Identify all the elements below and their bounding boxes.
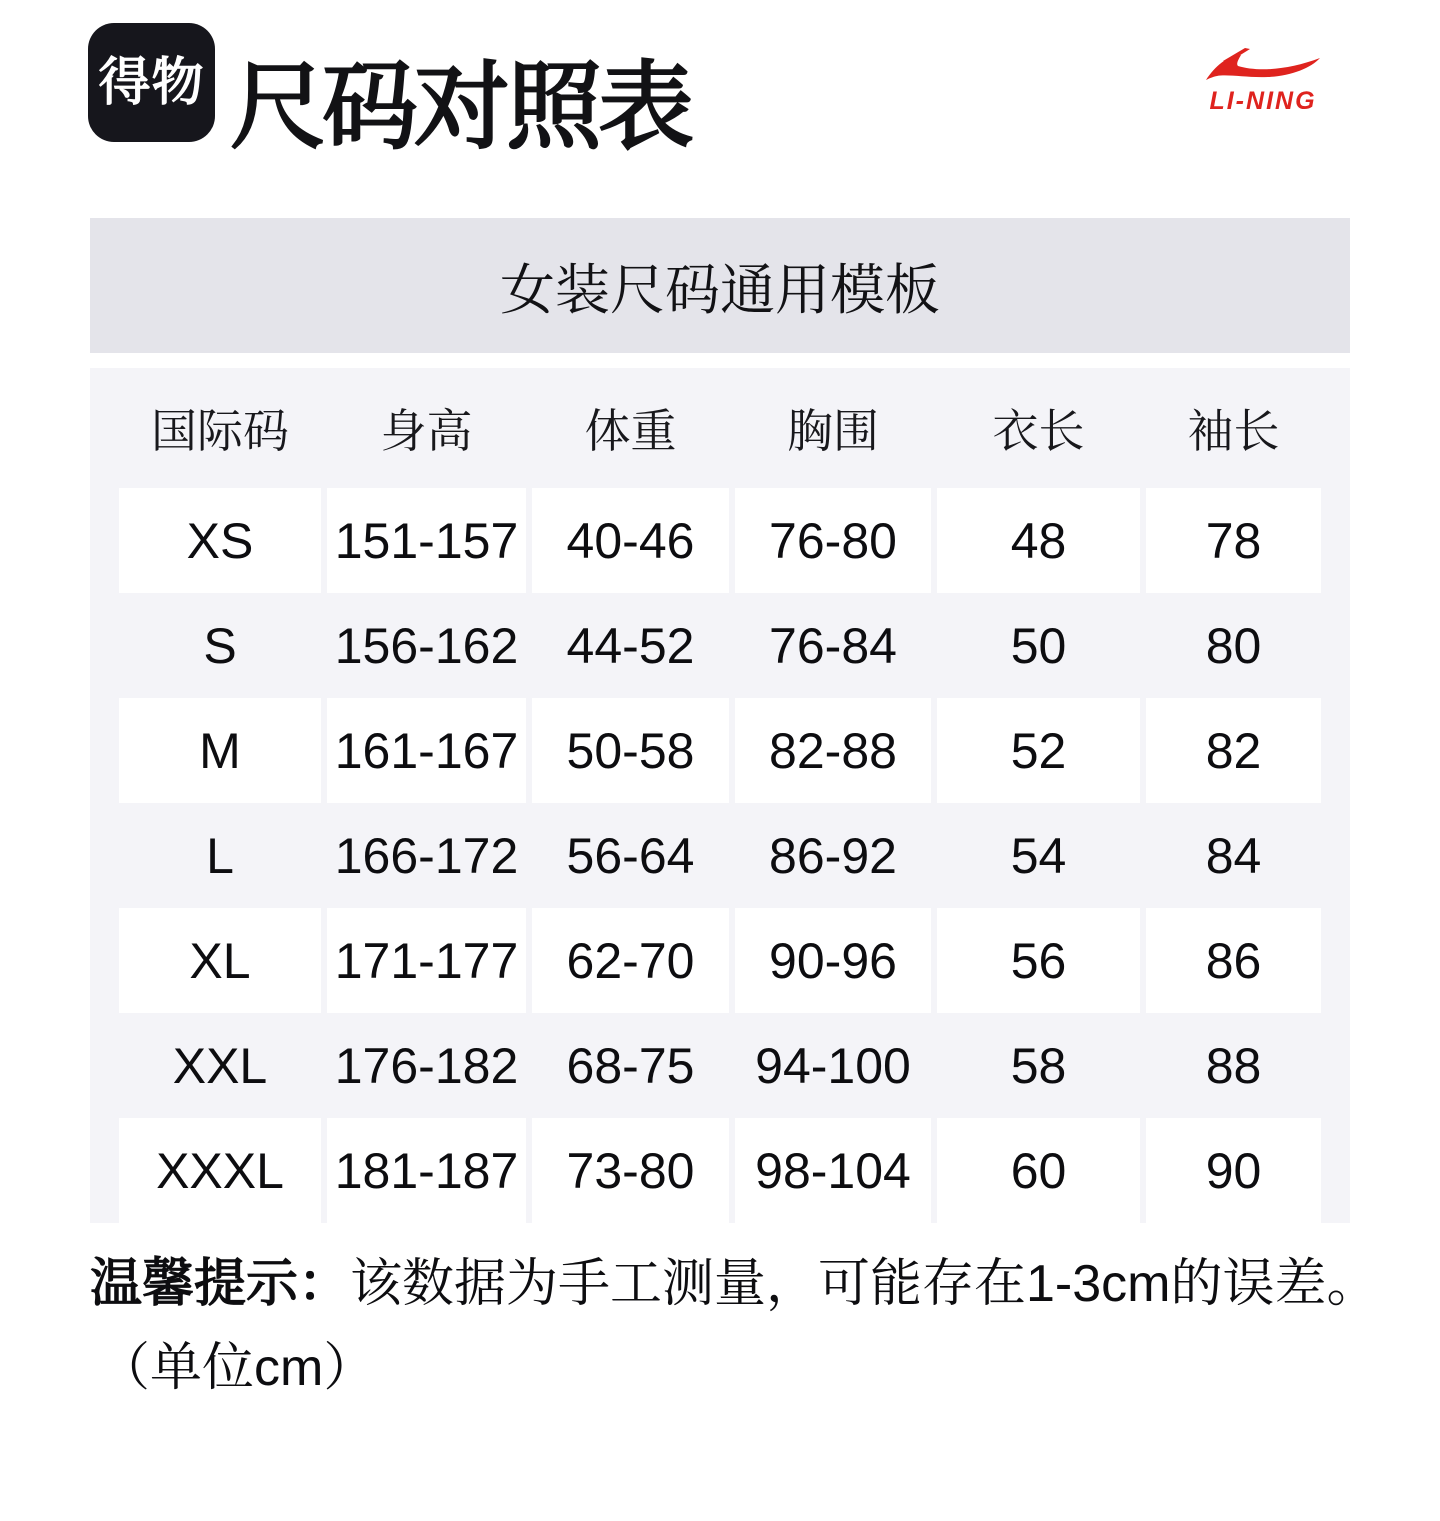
table-cell-size: XS: [119, 488, 321, 593]
table-cell-length: 60: [937, 1118, 1140, 1223]
table-cell-chest: 76-84: [769, 617, 897, 674]
lining-swoosh-icon: [1202, 46, 1324, 86]
note-text: 该数据为手工测量，可能存在1-3cm的误差。: [350, 1255, 1379, 1313]
table-cell-length: 58: [1010, 1037, 1067, 1094]
table-cell-height: 171-177: [327, 908, 526, 1013]
table-cell-height: 166-172: [334, 827, 519, 884]
table-cell-size: XXL: [172, 1037, 268, 1094]
table-cell-size: XXXL: [119, 1118, 321, 1223]
table-cell-length: 48: [937, 488, 1140, 593]
column-header-height: 身高: [380, 405, 473, 457]
table-cell-chest: 98-104: [735, 1118, 931, 1223]
table-row-xs: [119, 488, 1321, 593]
table-cell-weight: 40-46: [532, 488, 729, 593]
table-cell-chest: 86-92: [769, 827, 897, 884]
table-title: 女装尺码通用模板: [499, 259, 940, 321]
table-cell-height: 176-182: [334, 1037, 519, 1094]
table-cell-length: 52: [937, 698, 1140, 803]
table-cell-sleeve: 84: [1205, 827, 1262, 884]
table-cell-sleeve: 80: [1205, 617, 1262, 674]
table-cell-size: L: [206, 827, 234, 884]
table-cell-chest: 82-88: [735, 698, 931, 803]
table-cell-weight: 62-70: [532, 908, 729, 1013]
note-label: 温馨提示：: [90, 1255, 351, 1313]
table-row-s: [119, 593, 1321, 698]
table-cell-chest: 76-80: [735, 488, 931, 593]
table-cell-size: S: [203, 617, 237, 674]
lining-wordmark: LI-NING: [1209, 87, 1317, 115]
table-cell-height: 156-162: [334, 617, 519, 674]
column-header-international-size: 国际码: [151, 405, 289, 457]
table-cell-height: 181-187: [327, 1118, 526, 1223]
table-cell-height: 151-157: [327, 488, 526, 593]
note-measurement-disclaimer: [90, 1242, 1400, 1326]
table-row-l: [119, 803, 1321, 908]
page-title: 尺码对照表: [230, 54, 690, 161]
dewu-logo: [88, 23, 215, 142]
dewu-logo-text: 得物: [98, 53, 205, 112]
table-cell-sleeve: 82: [1146, 698, 1321, 803]
column-header-sleeve-length: 袖长: [1187, 405, 1280, 457]
table-row-xl: [119, 908, 1321, 1013]
column-header-chest: 胸围: [787, 405, 879, 457]
table-cell-size: XL: [119, 908, 321, 1013]
table-cell-size: M: [119, 698, 321, 803]
table-row-m: [119, 698, 1321, 803]
table-cell-length: 54: [1010, 827, 1067, 884]
table-header-row: [119, 368, 1321, 488]
table-cell-sleeve: 78: [1146, 488, 1321, 593]
note-unit: （单位cm）: [98, 1339, 376, 1398]
footer-note: [90, 1242, 1400, 1410]
table-cell-weight: 68-75: [566, 1037, 695, 1094]
table-row-xxxl: [119, 1118, 1321, 1223]
column-header-weight: 体重: [584, 405, 677, 457]
table-cell-weight: 44-52: [566, 617, 695, 674]
lining-logo: [1188, 46, 1338, 122]
table-cell-length: 50: [1010, 617, 1067, 674]
table-cell-sleeve: 86: [1146, 908, 1321, 1013]
table-cell-height: 161-167: [327, 698, 526, 803]
table-cell-weight: 56-64: [566, 827, 695, 884]
table-row-xxl: [119, 1013, 1321, 1118]
table-cell-chest: 94-100: [755, 1037, 911, 1094]
column-header-garment-length: 衣长: [992, 405, 1085, 457]
size-table: [90, 368, 1350, 1223]
table-title-band: [90, 218, 1350, 353]
table-cell-sleeve: 88: [1205, 1037, 1262, 1094]
table-cell-sleeve: 90: [1146, 1118, 1321, 1223]
table-cell-length: 56: [937, 908, 1140, 1013]
table-cell-chest: 90-96: [735, 908, 931, 1013]
table-cell-weight: 73-80: [532, 1118, 729, 1223]
table-cell-weight: 50-58: [532, 698, 729, 803]
